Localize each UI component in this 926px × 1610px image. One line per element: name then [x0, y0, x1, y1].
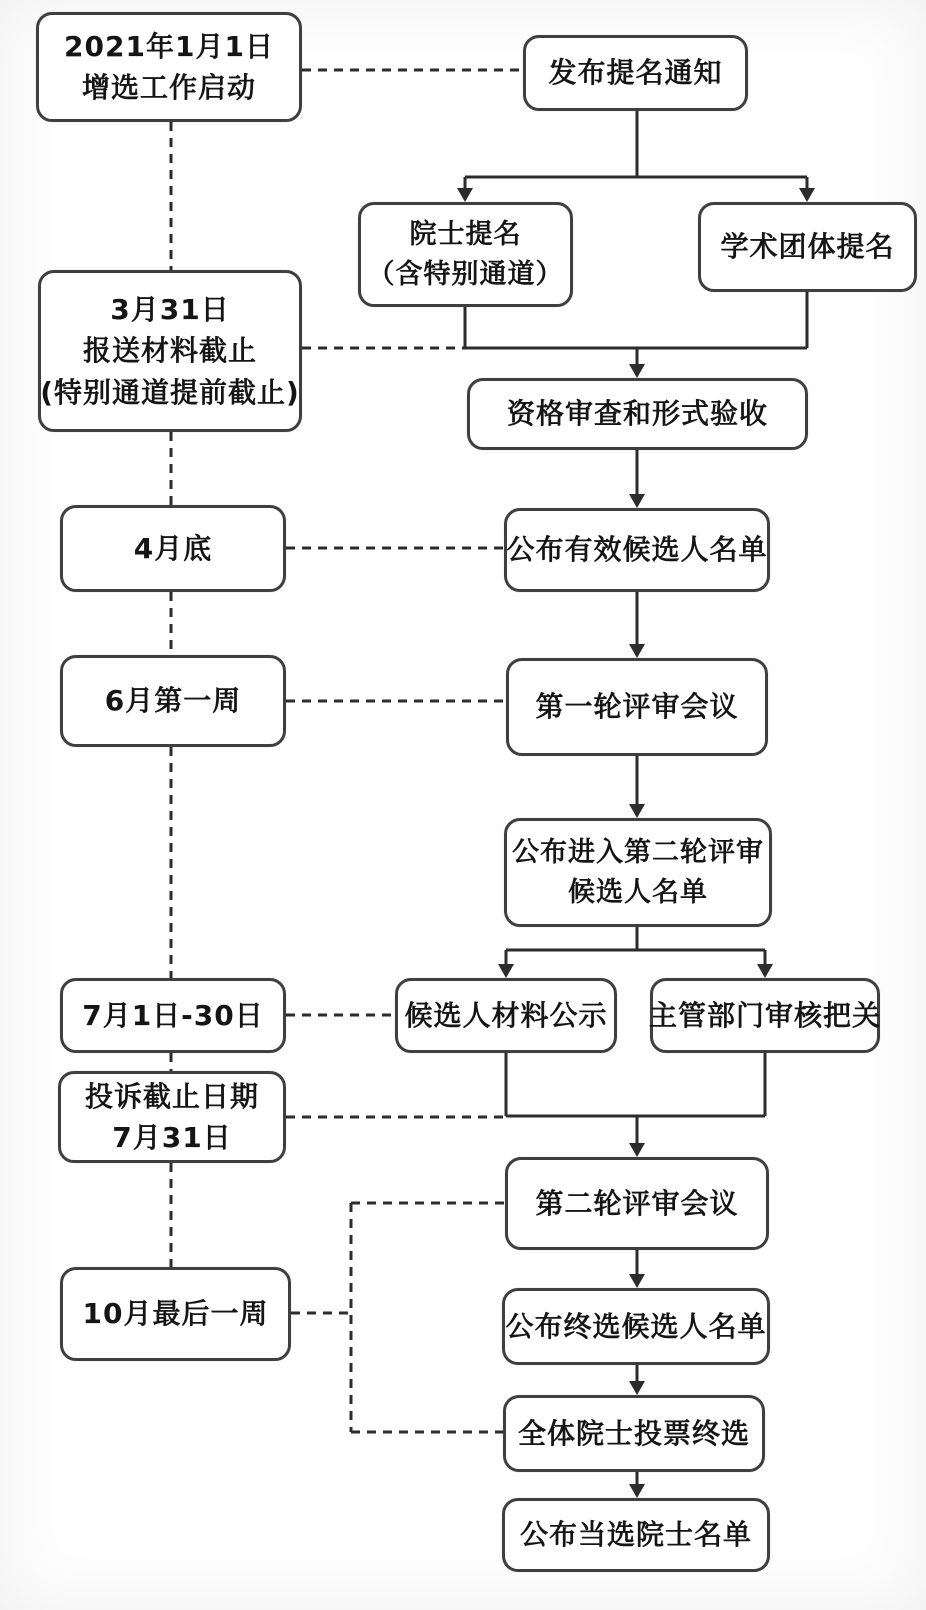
process-box-academic-society-nomination	[698, 202, 917, 292]
process-box-authority-review	[650, 978, 880, 1053]
process-box-academician-nomination	[358, 202, 573, 307]
box-line: 增选工作启动	[81, 71, 256, 104]
process-box-final-vote	[503, 1395, 765, 1472]
box-line: 发布提名通知	[548, 56, 723, 90]
box-line: 公布进入第二轮评审	[512, 836, 764, 868]
box-line: 10月最后一周	[82, 1297, 269, 1331]
timeline-box-start	[36, 12, 302, 122]
process-box-elected-list	[502, 1498, 770, 1572]
process-box-second-round-candidate-list	[504, 818, 772, 927]
box-line: 3月31日	[110, 292, 230, 326]
box-line: 全体院士投票终选	[517, 1416, 750, 1450]
process-box-second-round-review-meeting	[505, 1157, 769, 1250]
process-box-valid-candidate-list	[504, 508, 770, 592]
box-line: 院士提名	[409, 218, 522, 250]
box-line: 7月1日-30日	[82, 998, 264, 1032]
timeline-box-last-week-october	[60, 1267, 291, 1361]
box-line: 6月第一周	[104, 684, 242, 718]
box-line: 公布当选院士名单	[519, 1518, 752, 1552]
process-box-qualification-review	[467, 378, 808, 450]
box-line: 第二轮评审会议	[535, 1186, 739, 1220]
box-line: (特别通道提前截止)	[40, 375, 300, 409]
box-line: 投诉截止日期	[84, 1079, 259, 1113]
timeline-box-july-1-30	[60, 978, 286, 1053]
box-line: 7月31日	[112, 1121, 232, 1154]
timeline-box-first-week-june	[60, 655, 286, 747]
box-line: 候选人材料公示	[404, 998, 608, 1032]
box-line: （含特别通道）	[367, 258, 564, 290]
process-box-publish-nomination-notice	[523, 35, 748, 111]
timeline-box-complaint-deadline	[58, 1071, 286, 1163]
box-line: 公布有效候选人名单	[506, 533, 768, 567]
box-line: 2021年1月1日	[64, 29, 274, 63]
box-line: 报送材料截止	[82, 334, 257, 368]
process-box-final-candidate-list	[502, 1288, 770, 1365]
solid-connectors	[465, 111, 807, 1486]
process-box-first-round-review-meeting	[506, 658, 768, 756]
box-line: 第一轮评审会议	[535, 690, 739, 724]
timeline-box-material-deadline	[38, 270, 302, 432]
box-line: 候选人名单	[568, 876, 708, 908]
box-line: 资格审查和形式验收	[506, 397, 768, 431]
process-box-candidate-material-publicity	[395, 978, 617, 1053]
timeline-box-end-of-april	[60, 505, 286, 592]
box-line: 主管部门审核把关	[649, 998, 882, 1032]
box-line: 学术团体提名	[720, 230, 895, 264]
box-line: 公布终选候选人名单	[505, 1309, 767, 1343]
box-line: 4月底	[133, 531, 213, 565]
